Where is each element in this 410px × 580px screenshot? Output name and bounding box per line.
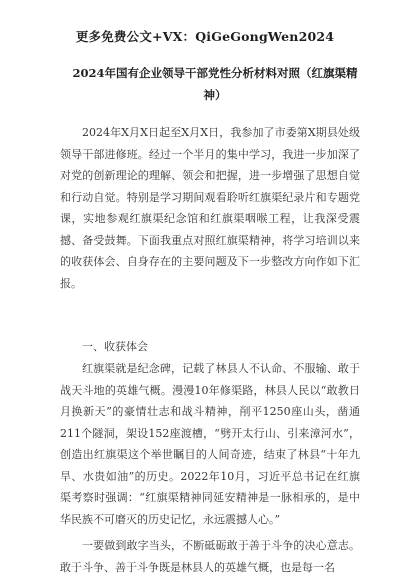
- paragraph-red-flag-canal: 红旗渠就是纪念碑，记载了林县人不认命、不服输、敢于战天斗地的英雄气概。漫漫10年修渠路，林县人民以“敢教日月换新天”的豪情壮志和战斗精神，削平1250座山头，凿通211个隧洞，架设152座渡槽，“劈开太行山、引来漳河水”，创造出红旗渠这个举世瞩目的人间奇迹，结束了林县“十年九旱、水贵如油”的历史。2022年10月，习近平总书记在红旗渠考察时强调：“红旗渠精神同延安精神是一脉相承的，是中华民族不可磨灭的历史记忆，永远震撼人心。”: [60, 362, 360, 526]
- section-heading-gains: 一、收获体会: [82, 340, 148, 353]
- paragraph-dare-to-struggle: 一要做到敢字当头，不断砥砺敢于善于斗争的决心意志。敢于斗争、善于斗争既是林县人的英雄气概，也是每一名: [60, 539, 360, 574]
- header-watermark-text: 更多免费公文+VX：QiGeGongWen2024: [75, 29, 335, 44]
- paragraph-intro: 2024年X月X日起至X月X日，我参加了市委第X期县处级领导干部进修班。经过一个半月的集中学习，我进一步加深了对党的创新理论的理解、领会和把握，进一步增强了思想自觉和行动自觉。特别是学习期间观看聆听红旗渠纪录片和专题党课，实地参观红旗渠纪念馆和红旗渠咽喉工程，让我深受震撼、备受鼓舞。下面我重点对照红旗渠精神，将学习培训以来的收获体会、自身存在的主要问题及下一步整改方向作如下汇报。: [60, 126, 360, 290]
- document-title: 2024年国有企业领导干部党性分析材料对照（红旗渠精神）: [72, 66, 358, 102]
